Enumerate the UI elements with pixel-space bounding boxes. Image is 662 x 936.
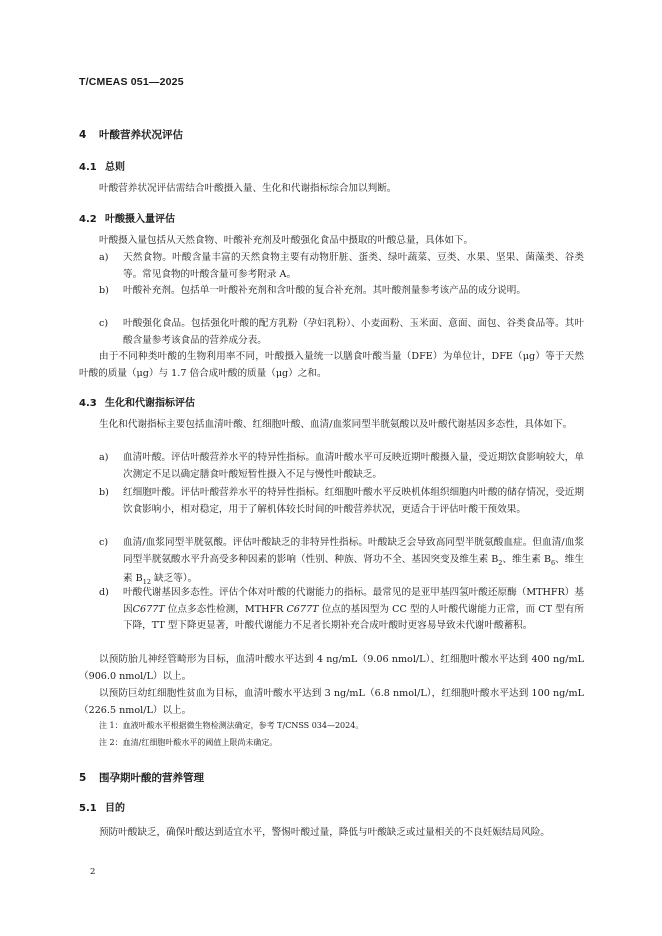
section-number: 4 [79,129,87,141]
section-4-3-heading [79,394,195,409]
section-title: 目的 [105,803,125,814]
section-number: 5 [79,772,87,784]
section-title: 生化和代谢指标评估 [105,398,195,409]
list-item-text: 血清叶酸。评估叶酸营养水平的特异性指标。血清叶酸水平可反映近期叶酸摄入量，受近期饮食影响较大，单次测定不足以确定膳食叶酸短暂性摄入不足与慢性叶酸缺乏。 [123,452,584,480]
section-4-1-heading [79,158,125,173]
list-item-text: 叶酸补充剂。包括单一叶酸补充剂和含叶酸的复合补充剂。其叶酸剂量参考该产品的成分说明。 [123,285,526,296]
paragraph: 由于不同种类叶酸的生物利用率不同，叶酸摄入量统一以膳食叶酸当量（DFE）为单位计，DFE（μg）等于天然叶酸的质量（μg）与 1.7 倍合成叶酸的质量（μg）之和。 [79,351,584,379]
list-item-text: 叶酸强化食品。包括强化叶酸的配方乳粉（孕妇乳粉）、小麦面粉、玉米面、意面、面包、谷类食品等。其叶酸含量参考该食品的营养成分表。 [123,318,584,346]
list-item [99,316,584,349]
paragraph: 叶酸营养状况评估需结合叶酸摄入量、生化和代谢指标综合加以判断。 [99,183,397,194]
list-marker: d) [99,587,109,598]
section-number: 4.3 [79,398,97,409]
list-item [99,535,584,590]
section-number: 4.1 [79,162,97,173]
section-title: 围孕期叶酸的营养管理 [99,772,204,784]
list-item [99,585,584,635]
paragraph: 预防叶酸缺乏，确保叶酸达到适宜水平，警惕叶酸过量，降低与叶酸缺乏或过量相关的不良妊娠结局风险。 [99,827,550,838]
list-marker: c) [99,318,109,329]
note: 注 1：血液叶酸水平根据微生物检测法确定，参考 T/CNSS 034—2024。 [99,721,364,730]
list-item [99,283,584,300]
section-title: 叶酸营养状况评估 [99,129,183,141]
page-number: 2 [90,867,96,877]
section-5-heading [79,770,204,785]
list-item [99,250,584,283]
note: 注 2：血清/红细胞叶酸水平的阈值上限尚未确定。 [99,738,278,747]
section-4-2-heading [79,210,175,225]
list-item-text: 红细胞叶酸。评估叶酸营养水平的特异性指标。红细胞叶酸水平反映机体组织细胞内叶酸的储存情况，受近期饮食影响小，相对稳定，用于了解机体较长时间的叶酸营养状况，更适合于评估叶酸干预效果。 [123,487,584,515]
section-title: 叶酸摄入量评估 [105,214,175,225]
section-5-1-heading [79,799,125,814]
list-marker: b) [99,285,109,296]
section-number: 4.2 [79,214,97,225]
list-marker: a) [99,252,109,263]
paragraph: 以预防巨幼红细胞性贫血为目标，血清叶酸水平达到 3 ng/mL（6.8 nmol/L），红细胞叶酸水平达到 100 ng/mL（226.5 nmol/L）以上。 [79,688,584,716]
paragraph: 以预防胎儿神经管畸形为目标，血清叶酸水平达到 4 ng/mL（9.06 nmol/L）、红细胞叶酸水平达到 400 ng/mL（906.0 nmol/L）以上。 [79,654,584,682]
list-item-text: 天然食物。叶酸含量丰富的天然食物主要有动物肝脏、蛋类、绿叶蔬菜、豆类、水果、坚果、菌藻类、谷类等。常见食物的叶酸含量可参考附录 A。 [123,252,584,280]
list-item-text: 叶酸代谢基因多态性。评估个体对叶酸的代谢能力的指标。最常见的是亚甲基四氢叶酸还原酶（MTHFR）基因C677T 位点多态性检测，MTHFR C677T 位点的基因型为 CC 型的人叶酸代谢能力正常，而 CT 型有所下降，TT 型下降更显著，叶酸代谢能力不足者长期补充合成叶酸时更容易导致未代谢叶酸蓄积。 [123,587,584,631]
section-title: 总则 [105,162,125,173]
section-number: 5.1 [79,803,97,814]
paragraph: 生化和代谢指标主要包括血清叶酸、红细胞叶酸、血清/血浆同型半胱氨酸以及叶酸代谢基因多态性，具体如下。 [99,419,573,430]
paragraph: 叶酸摄入量包括从天然食物、叶酸补充剂及叶酸强化食品中摄取的叶酸总量，具体如下。 [99,235,474,246]
list-item [99,450,584,483]
list-marker: c) [99,537,109,548]
list-item-text: 血清/血浆同型半胱氨酸。评估叶酸缺乏的非特异性指标。叶酸缺乏会导致高同型半胱氨酸血症。但血清/血浆同型半胱氨酸水平升高受多种因素的影响（性别、种族、肾功不全、基因突变及维生素 $B_2$、维生素 $B_6$、维生素 $B_{12}$ 缺乏等）。 [123,537,584,586]
list-marker: a) [99,452,109,463]
list-marker: b) [99,487,109,498]
list-item [99,485,584,518]
document-code: T/CMEAS 051—2025 [79,76,184,88]
section-4-heading [79,127,183,142]
